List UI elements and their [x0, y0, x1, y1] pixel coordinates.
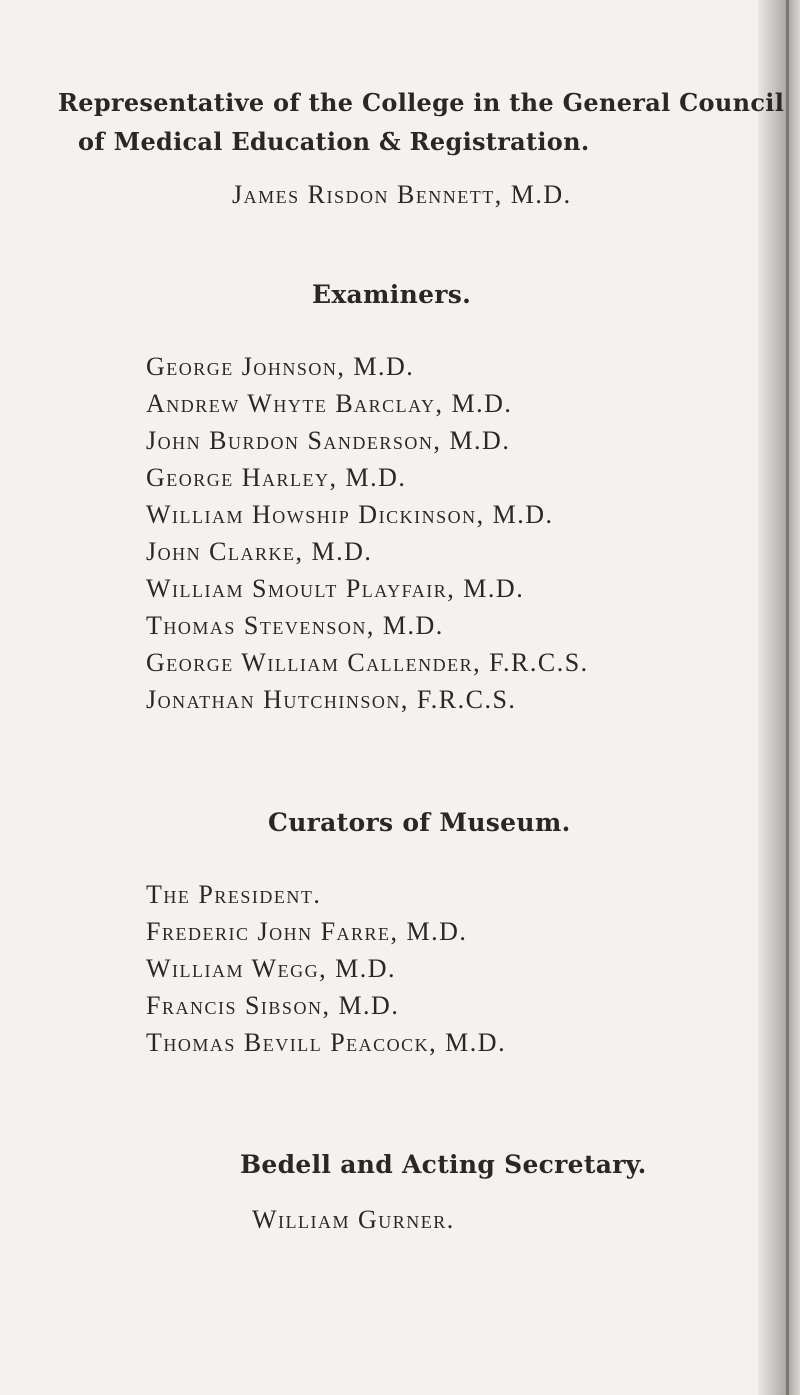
examiner-name: William Howship Dickinson, M.D.	[146, 500, 554, 529]
examiner-name: George William Callender, F.R.C.S.	[146, 648, 589, 677]
curator-name: Thomas Bevill Peacock, M.D.	[146, 1028, 507, 1057]
curator-name: The President.	[146, 880, 322, 909]
examiner-name: George Harley, M.D.	[146, 463, 407, 492]
representative-heading-line2: of Medical Education & Registration.	[78, 127, 590, 156]
representative-name: James Risdon Bennett, M.D.	[232, 180, 572, 209]
curator-name: Frederic John Farre, M.D.	[146, 917, 468, 946]
secretary-name: William Gurner.	[252, 1205, 455, 1234]
curator-name: William Wegg, M.D.	[146, 954, 396, 983]
examiner-name: William Smoult Playfair, M.D.	[146, 574, 525, 603]
examiner-name: Thomas Stevenson, M.D.	[146, 611, 444, 640]
curators-title: Curators of Museum.	[268, 808, 571, 837]
curator-name: Francis Sibson, M.D.	[146, 991, 400, 1020]
examiner-name: Jonathan Hutchinson, F.R.C.S.	[146, 685, 517, 714]
representative-heading-line1: Representative of the College in the General Council	[58, 88, 785, 117]
page-edge-shadow	[758, 0, 800, 1395]
examiner-name: John Clarke, M.D.	[146, 537, 373, 566]
page-edge-line	[786, 0, 789, 1395]
secretary-title: Bedell and Acting Secretary.	[240, 1150, 647, 1179]
examiner-name: Andrew Whyte Barclay, M.D.	[146, 389, 513, 418]
examiners-title: Examiners.	[312, 280, 472, 309]
examiner-name: George Johnson, M.D.	[146, 352, 415, 381]
examiner-name: John Burdon Sanderson, M.D.	[146, 426, 511, 455]
